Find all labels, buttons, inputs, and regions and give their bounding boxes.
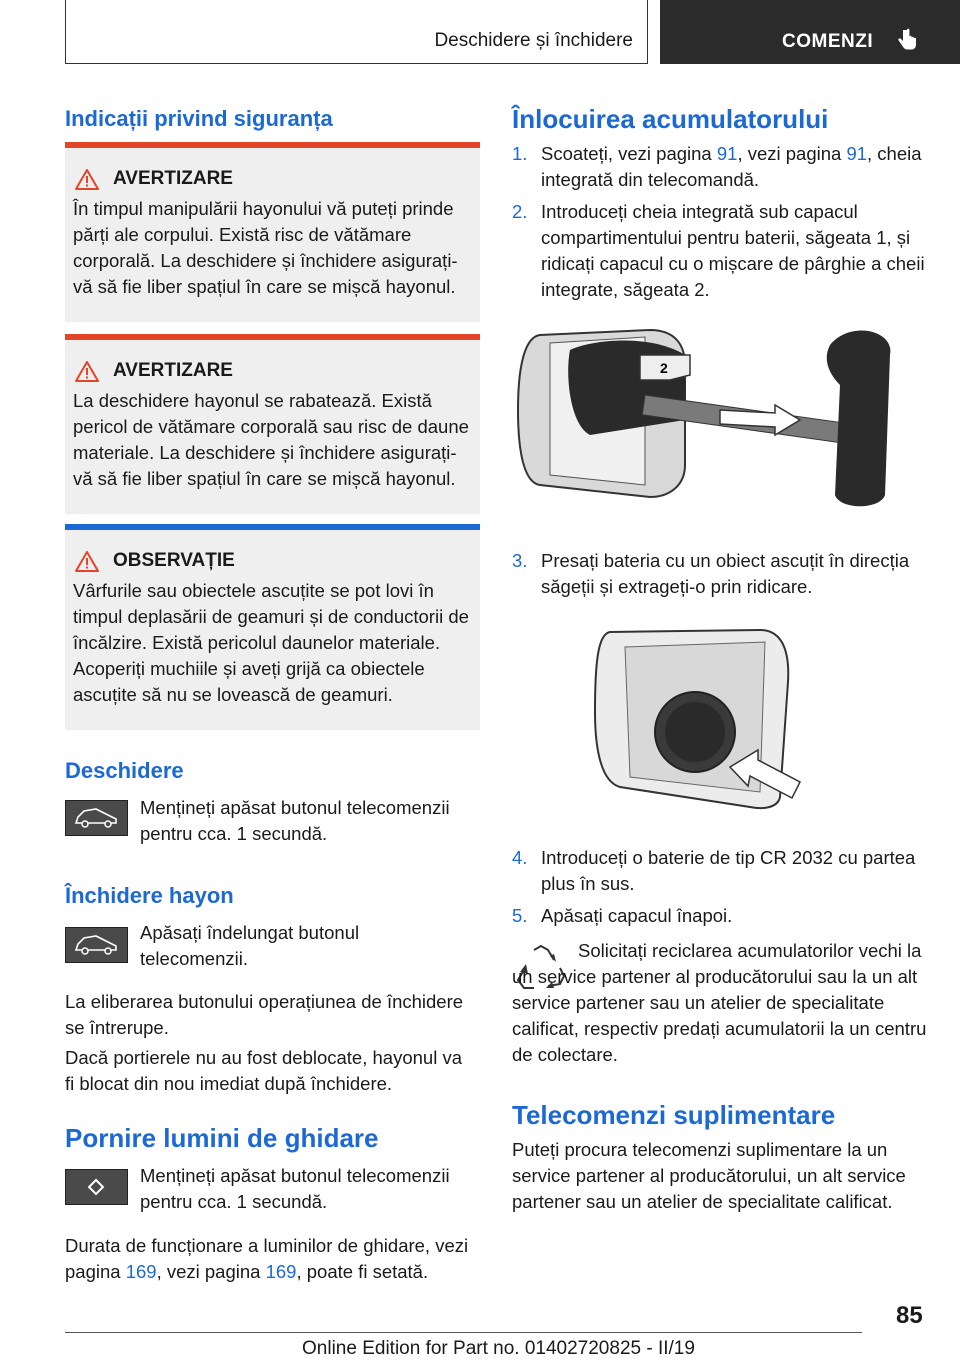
note-box [65, 524, 480, 730]
step-text: Apăsați capacul înapoi. [541, 905, 733, 926]
warning-title-row [73, 166, 470, 192]
header-chapter-box [660, 0, 960, 64]
battery-heading: Înlocuirea acumulatorului [512, 104, 829, 134]
close-text: Apăsați îndelungat butonul telecomenzii. [140, 922, 360, 969]
header-section-title: Deschidere și închidere [434, 30, 633, 51]
warning-title-row [73, 358, 470, 384]
open-text: Mențineți apăsat butonul telecomenzii pentru cca. 1 secundă. [140, 797, 450, 844]
step-number: 1. [512, 143, 528, 164]
guide-text: Mențineți apăsat butonul telecomenzii pentru cca. 1 secundă. [140, 1165, 450, 1212]
step-part: , vezi pagina [737, 143, 847, 164]
warning-triangle-icon [75, 169, 99, 190]
recycle-text: Solicitați reciclarea acumulatorilor vechi la un service partener al producătorului sau la un alt service partener sau un atelier de specialitate calificat, respectiv predați acumulatorii la un centru de colectare. [512, 940, 927, 1065]
step-number: 2. [512, 201, 528, 222]
header-chapter-title: COMENZI [782, 31, 874, 52]
duration-part: , vezi pagina [156, 1261, 266, 1282]
step-5 [512, 903, 927, 929]
warning-title: AVERTIZARE [113, 360, 233, 381]
duration-text [65, 1233, 480, 1285]
header-section-box [65, 0, 648, 64]
step-3 [512, 548, 927, 600]
warning-text: În timpul manipulării hayonului vă puteți prinde părți ale corpului. Există risc de vătămare corporală. La deschidere și închidere asigurați-vă să fie liber spațiul în care se mișcă hayonul. [73, 198, 458, 297]
page-link[interactable]: 169 [125, 1261, 157, 1282]
release-text: La eliberarea butonului operațiunea de închidere se întrerupe. [65, 991, 464, 1038]
warning-text: La deschidere hayonul se rabatează. Există pericol de vătămare corporală sau risc de daune materiale. La deschidere și închidere asigurați-vă să fie liber spațiul în care se mișcă hayonul. [73, 390, 469, 489]
step-part: Scoateți, vezi pagina [541, 143, 717, 164]
unlock-text: Dacă portierele nu au fost deblocate, hayonul va fi blocat din nou imediat după închidere. [65, 1047, 462, 1094]
battery-illustration [590, 622, 830, 812]
step-number: 4. [512, 847, 528, 868]
step-text: Introduceți cheia integrată sub capacul compartimentului pentru baterii, săgeata 1, și ridicați capacul cu o mișcare de pârghie a cheii integrate, săgeata 2. [541, 201, 925, 300]
warning-box-2 [65, 334, 480, 514]
duration-part: , poate fi setată. [296, 1261, 429, 1282]
page-link[interactable]: 169 [265, 1261, 297, 1282]
duration-part: Durata de funcționare a luminilor de ghidare, vezi pagina [65, 1235, 469, 1282]
safety-heading: Indicații privind siguranța [65, 106, 333, 131]
step-text: Introduceți o baterie de tip CR 2032 cu partea plus în sus. [541, 847, 916, 894]
extra-heading: Telecomenzi suplimentare [512, 1100, 836, 1130]
step-text [541, 141, 927, 193]
step-number: 5. [512, 905, 528, 926]
tailgate-button-icon [65, 800, 128, 836]
hand-pointer-icon [896, 28, 918, 52]
step-2 [512, 199, 927, 303]
arrow-number-label: 2 [660, 360, 668, 376]
step-part: , cheia integrată din telecomandă. [541, 143, 922, 190]
page-link[interactable]: 91 [716, 143, 738, 164]
step-text: Presați bateria cu un obiect ascuțit în direcția săgeții și extrageți-o prin ridicare. [541, 550, 910, 597]
warning-title: AVERTIZARE [113, 168, 233, 189]
note-title: OBSERVAȚIE [113, 550, 235, 571]
step-number: 3. [512, 550, 528, 571]
warning-box-1 [65, 142, 480, 322]
step-1 [512, 141, 927, 193]
open-heading: Deschidere [65, 758, 184, 783]
warning-triangle-icon [75, 361, 99, 382]
warning-bar [65, 142, 480, 148]
note-text: Vârfurile sau obiectele ascuțite se pot lovi în timpul deplasării de geamuri și de conductorii de încălzire. Există pericolul daunelor materiale. Acoperiți muchiile și aveți grijă ca obiectele ascuțite să nu se lovească de geamuri. [73, 580, 469, 705]
page-number: 85 [896, 1302, 923, 1329]
warning-triangle-icon [75, 551, 99, 572]
key-illustration [510, 325, 915, 510]
tailgate-button-icon [65, 927, 128, 963]
step-4 [512, 845, 927, 897]
footer-divider [65, 1332, 862, 1333]
note-bar [65, 524, 480, 530]
note-title-row [73, 548, 470, 574]
warning-bar [65, 334, 480, 340]
extra-text: Puteți procura telecomenzi suplimentare la un service partener al producătorului, un alt service partener sau un atelier de specialitate calificat. [512, 1139, 906, 1212]
guide-light-button-icon [65, 1169, 128, 1205]
close-heading: Închidere hayon [65, 883, 234, 908]
edition-text: Online Edition for Part no. 01402720825 - II/19 [302, 1338, 695, 1359]
page-link[interactable]: 91 [846, 143, 868, 164]
guide-heading: Pornire lumini de ghidare [65, 1123, 379, 1153]
